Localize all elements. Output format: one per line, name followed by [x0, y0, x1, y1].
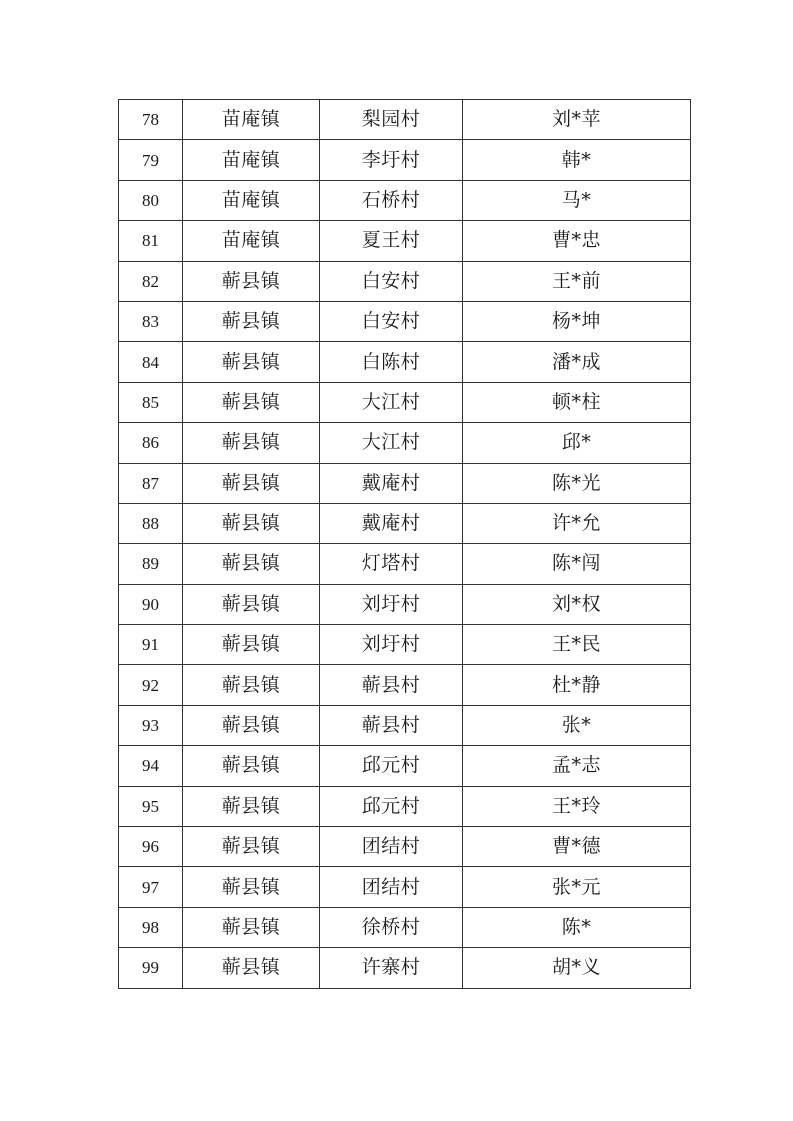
table-row: [119, 746, 691, 786]
cell-person-name: 曹*德: [463, 827, 691, 867]
cell-number: 91: [119, 625, 183, 665]
cell-village: 大江村: [320, 382, 463, 422]
table-row: [119, 140, 691, 180]
cell-person-name: 邱*: [463, 423, 691, 463]
cell-number: 84: [119, 342, 183, 382]
cell-number: 95: [119, 786, 183, 826]
cell-village: 刘圩村: [320, 625, 463, 665]
table-row: [119, 827, 691, 867]
cell-village: 团结村: [320, 867, 463, 907]
table-row: [119, 463, 691, 503]
cell-town: 蕲县镇: [183, 746, 320, 786]
table-row: [119, 503, 691, 543]
cell-number: 80: [119, 180, 183, 220]
table-row: [119, 301, 691, 341]
cell-person-name: 张*: [463, 705, 691, 745]
cell-person-name: 顿*柱: [463, 382, 691, 422]
cell-village: 白安村: [320, 261, 463, 301]
cell-town: 蕲县镇: [183, 301, 320, 341]
cell-town: 蕲县镇: [183, 907, 320, 947]
cell-town: 蕲县镇: [183, 665, 320, 705]
cell-town: 蕲县镇: [183, 342, 320, 382]
table-row: [119, 625, 691, 665]
cell-village: 夏王村: [320, 221, 463, 261]
cell-person-name: 王*民: [463, 625, 691, 665]
cell-number: 99: [119, 948, 183, 988]
cell-person-name: 胡*义: [463, 948, 691, 988]
cell-town: 蕲县镇: [183, 948, 320, 988]
cell-town: 蕲县镇: [183, 503, 320, 543]
cell-number: 83: [119, 301, 183, 341]
cell-person-name: 杜*静: [463, 665, 691, 705]
table-row: [119, 665, 691, 705]
cell-village: 蕲县村: [320, 665, 463, 705]
cell-town: 蕲县镇: [183, 705, 320, 745]
cell-town: 蕲县镇: [183, 625, 320, 665]
cell-person-name: 潘*成: [463, 342, 691, 382]
cell-village: 蕲县村: [320, 705, 463, 745]
cell-town: 苗庵镇: [183, 140, 320, 180]
cell-number: 81: [119, 221, 183, 261]
cell-person-name: 王*前: [463, 261, 691, 301]
cell-person-name: 陈*闯: [463, 544, 691, 584]
cell-number: 92: [119, 665, 183, 705]
cell-village: 白安村: [320, 301, 463, 341]
cell-person-name: 刘*苹: [463, 100, 691, 140]
cell-town: 蕲县镇: [183, 261, 320, 301]
table-row: [119, 705, 691, 745]
cell-village: 徐桥村: [320, 907, 463, 947]
cell-village: 许寨村: [320, 948, 463, 988]
roster-table-body: [119, 100, 691, 989]
cell-number: 82: [119, 261, 183, 301]
table-row: [119, 221, 691, 261]
cell-town: 蕲县镇: [183, 423, 320, 463]
cell-town: 蕲县镇: [183, 867, 320, 907]
cell-number: 87: [119, 463, 183, 503]
table-row: [119, 907, 691, 947]
cell-person-name: 韩*: [463, 140, 691, 180]
cell-village: 邱元村: [320, 786, 463, 826]
cell-number: 93: [119, 705, 183, 745]
cell-town: 蕲县镇: [183, 544, 320, 584]
table-row: [119, 180, 691, 220]
cell-village: 刘圩村: [320, 584, 463, 624]
cell-person-name: 孟*志: [463, 746, 691, 786]
cell-person-name: 刘*权: [463, 584, 691, 624]
cell-village: 团结村: [320, 827, 463, 867]
cell-town: 苗庵镇: [183, 221, 320, 261]
cell-village: 白陈村: [320, 342, 463, 382]
cell-town: 蕲县镇: [183, 463, 320, 503]
cell-town: 蕲县镇: [183, 584, 320, 624]
cell-number: 85: [119, 382, 183, 422]
cell-village: 李圩村: [320, 140, 463, 180]
cell-person-name: 马*: [463, 180, 691, 220]
cell-town: 苗庵镇: [183, 100, 320, 140]
table-row: [119, 423, 691, 463]
table-row: [119, 867, 691, 907]
cell-person-name: 陈*光: [463, 463, 691, 503]
cell-village: 戴庵村: [320, 463, 463, 503]
cell-town: 蕲县镇: [183, 786, 320, 826]
cell-village: 大江村: [320, 423, 463, 463]
cell-village: 邱元村: [320, 746, 463, 786]
cell-person-name: 许*允: [463, 503, 691, 543]
table-row: [119, 261, 691, 301]
table-row: [119, 948, 691, 988]
cell-number: 96: [119, 827, 183, 867]
table-row: [119, 382, 691, 422]
cell-town: 苗庵镇: [183, 180, 320, 220]
cell-town: 蕲县镇: [183, 382, 320, 422]
roster-table: [118, 99, 691, 989]
cell-person-name: 杨*坤: [463, 301, 691, 341]
cell-number: 88: [119, 503, 183, 543]
cell-number: 98: [119, 907, 183, 947]
cell-number: 86: [119, 423, 183, 463]
table-row: [119, 544, 691, 584]
cell-person-name: 张*元: [463, 867, 691, 907]
cell-number: 94: [119, 746, 183, 786]
cell-village: 戴庵村: [320, 503, 463, 543]
cell-number: 79: [119, 140, 183, 180]
cell-number: 78: [119, 100, 183, 140]
cell-number: 89: [119, 544, 183, 584]
cell-village: 梨园村: [320, 100, 463, 140]
cell-number: 97: [119, 867, 183, 907]
cell-number: 90: [119, 584, 183, 624]
cell-village: 石桥村: [320, 180, 463, 220]
table-row: [119, 786, 691, 826]
cell-town: 蕲县镇: [183, 827, 320, 867]
table-row: [119, 100, 691, 140]
table-row: [119, 584, 691, 624]
cell-village: 灯塔村: [320, 544, 463, 584]
cell-person-name: 王*玲: [463, 786, 691, 826]
table-row: [119, 342, 691, 382]
cell-person-name: 曹*忠: [463, 221, 691, 261]
cell-person-name: 陈*: [463, 907, 691, 947]
